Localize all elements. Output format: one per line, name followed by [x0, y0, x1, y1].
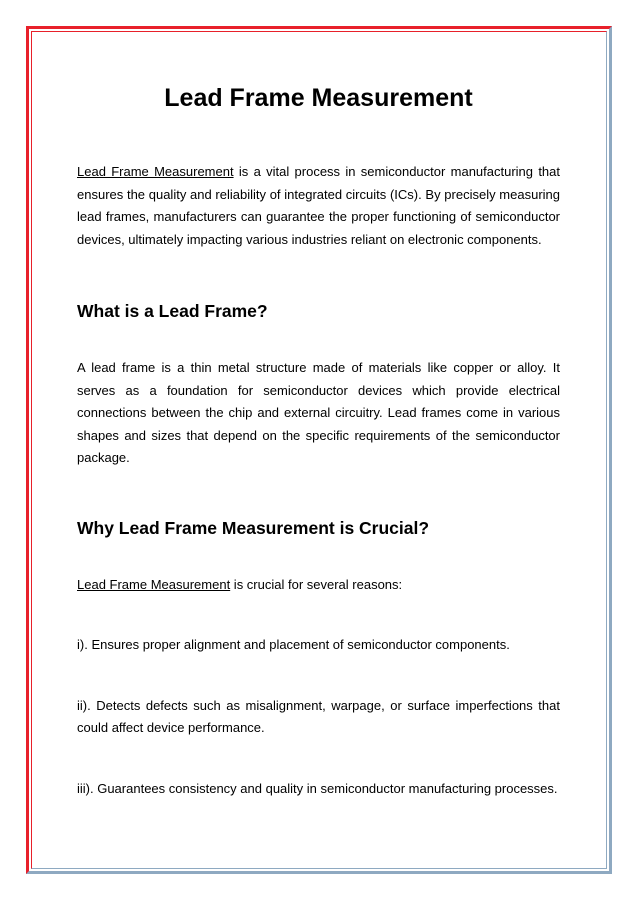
section-why-crucial-lead [77, 574, 560, 597]
lead-text: is crucial for several reasons: [230, 576, 403, 592]
intro-text: is a vital process in semiconductor manufacturing that ensures the quality and reliability of integrated circuits (ICs). By precisely measuring lead frames, manufacturers can guarantee the proper functioning of semiconductor devices, ultimately impacting various industries reliant on electronic components. [77, 164, 560, 247]
section-heading-what-is: What is a Lead Frame? [77, 301, 268, 321]
list-item: ii). Detects defects such as misalignment, warpage, or surface imperfections that could affect device performance. [77, 697, 560, 735]
page-title: Lead Frame Measurement [164, 84, 473, 112]
section-what-is-body: A lead frame is a thin metal structure made of materials like copper or alloy. It serves as a foundation for semiconductor devices which provide electrical connections between the chip and external circuitry. Lead frames come in various shapes and sizes that depend on the specific requirements of the semiconductor package. [77, 360, 560, 465]
lead-link[interactable]: Lead Frame Measurement [77, 576, 231, 592]
intro-link[interactable]: Lead Frame Measurement [77, 164, 234, 179]
intro-paragraph [77, 161, 560, 251]
document-body [77, 82, 560, 800]
list-item: iii). Guarantees consistency and quality in semiconductor manufacturing processes. [77, 780, 558, 796]
list-item: i). Ensures proper alignment and placement of semiconductor components. [77, 637, 510, 652]
section-heading-why-crucial: Why Lead Frame Measurement is Crucial? [77, 517, 430, 538]
